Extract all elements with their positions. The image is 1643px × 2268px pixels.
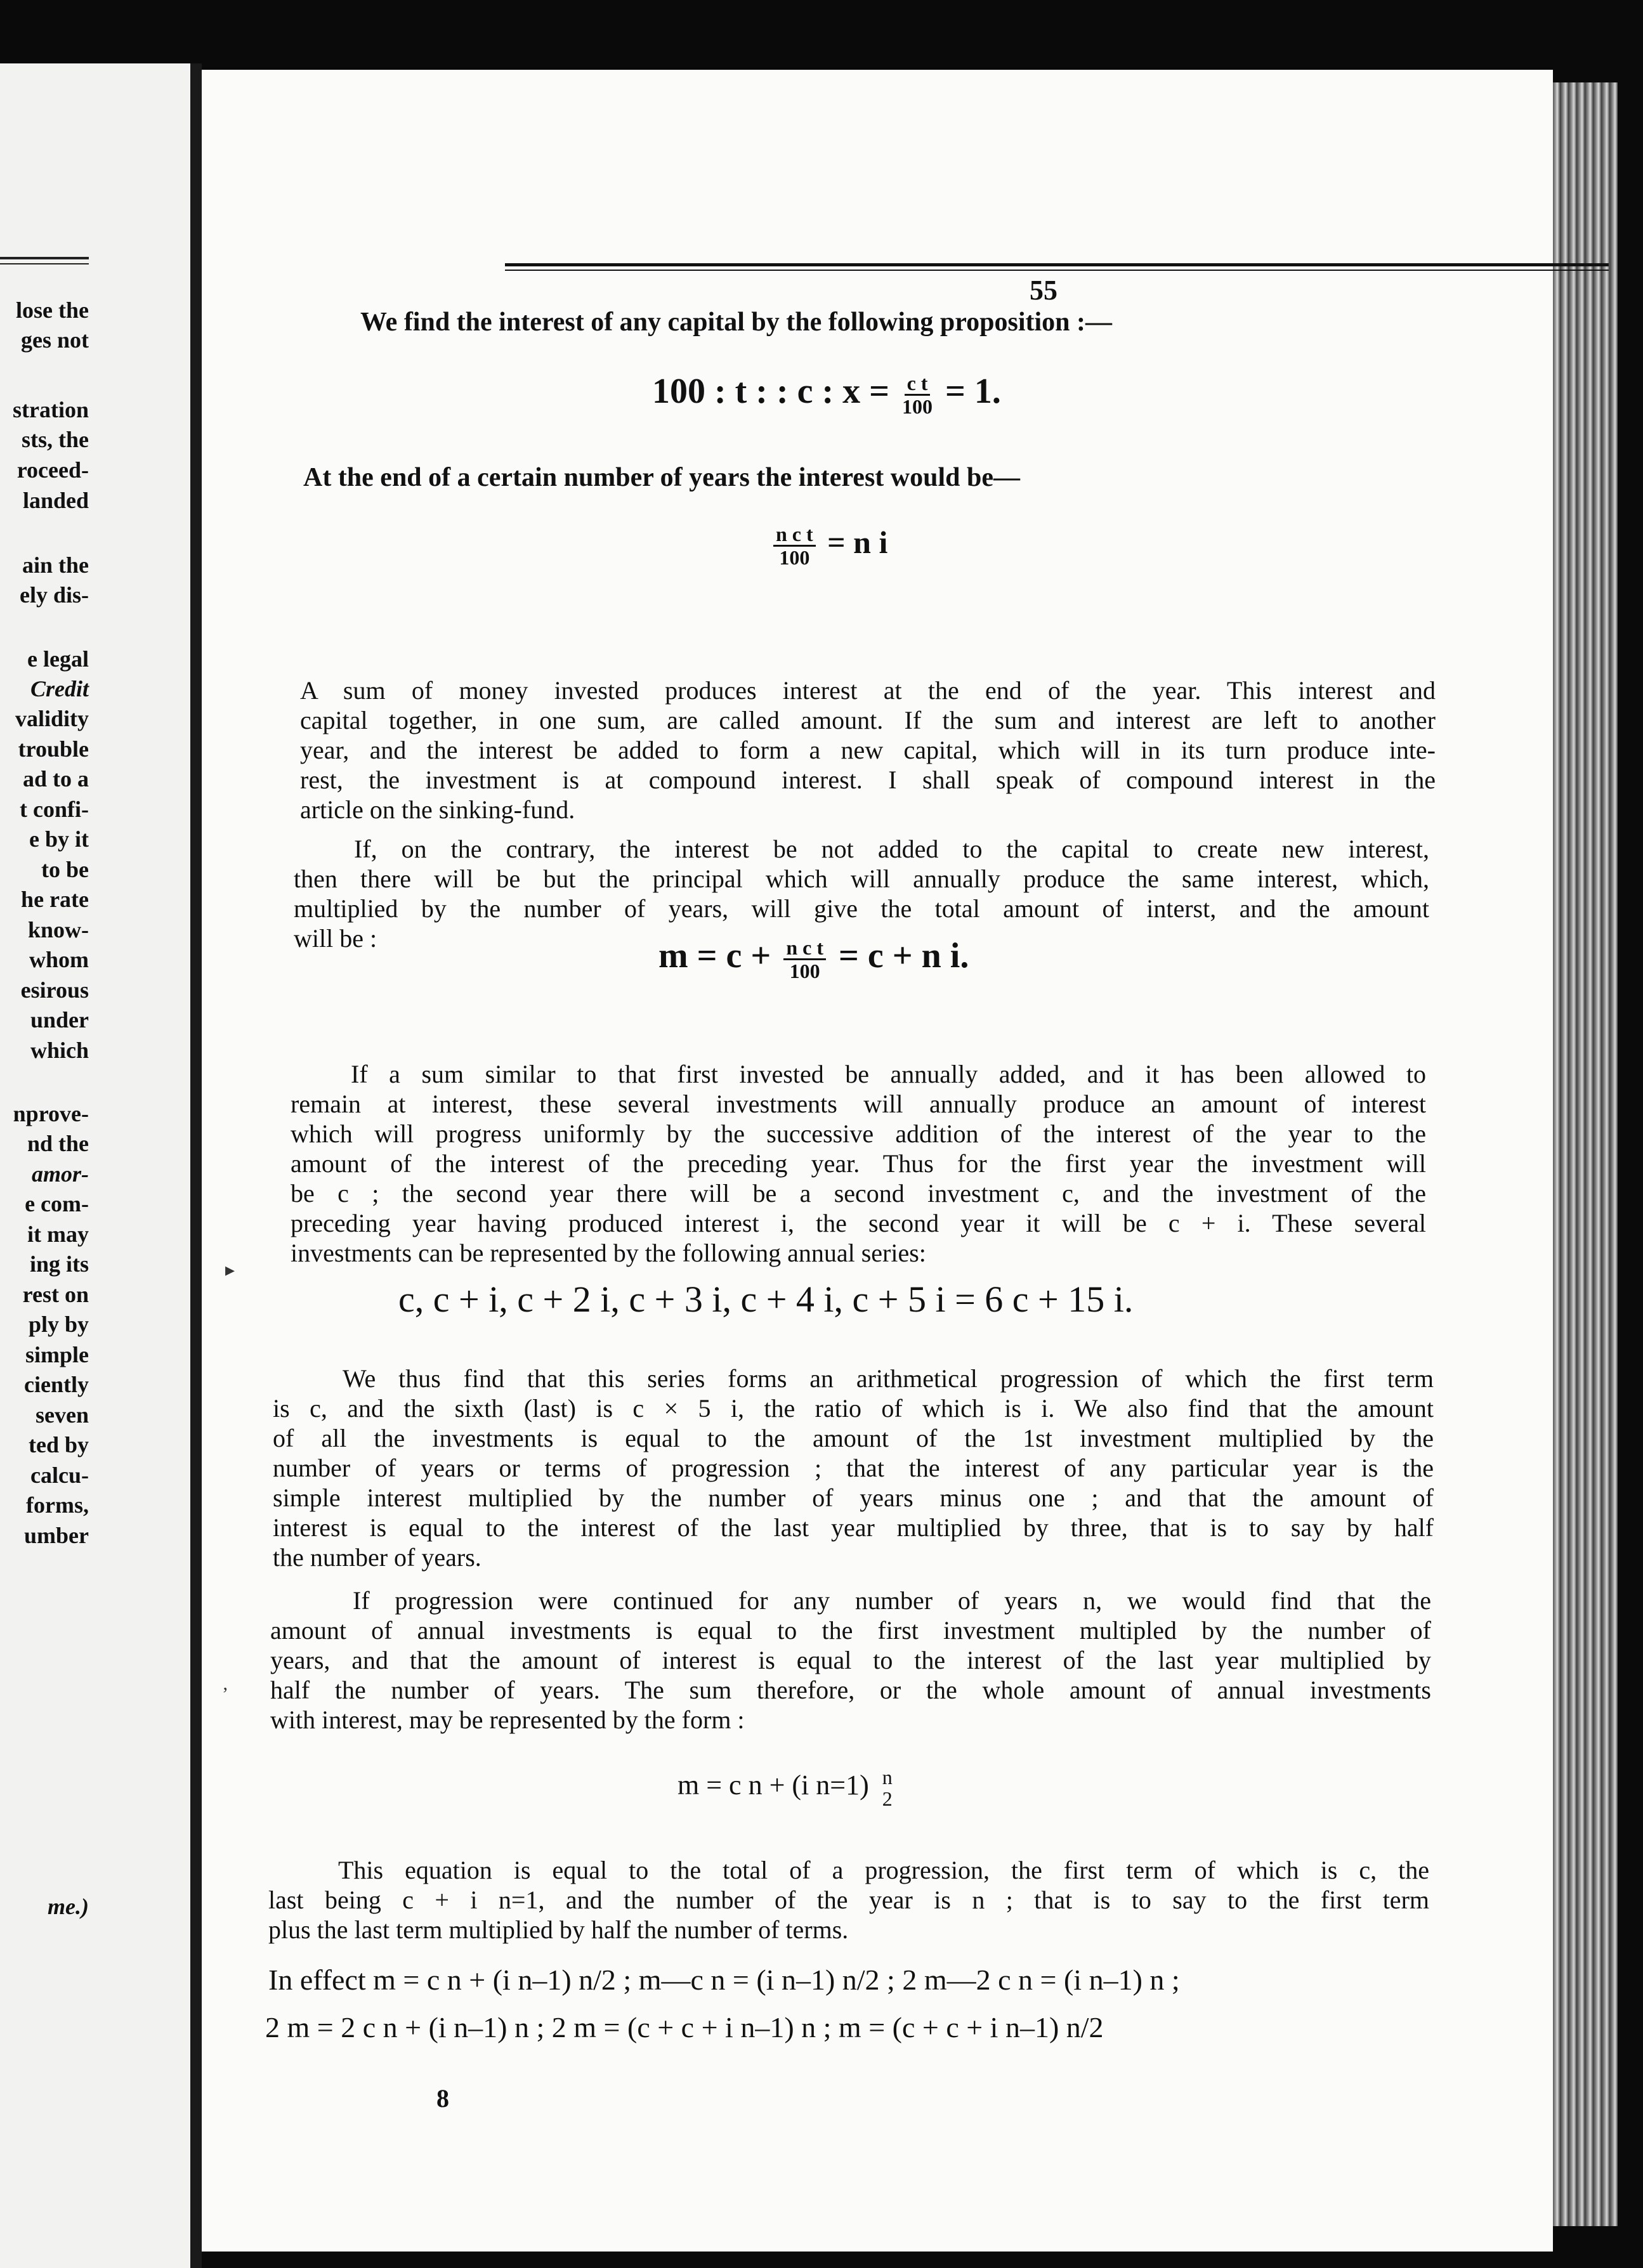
left-page-line: ely dis- [19,582,89,608]
paragraph-line: year, and the interest be added to form a new capital, which will in its turn produce inte- [300,736,1436,764]
book-page [202,70,1553,2252]
left-page-rule [0,257,89,259]
left-page-line: nd the [27,1131,89,1156]
effect-equations-line-2: 2 m = 2 c n + (i n–1) n ; 2 m = (c + c + i n–1) n ; m = (c + c + i n–1) n/2 [265,2011,1104,2043]
paragraph-line: If progression were continued for any number of years n, we would find that the [353,1586,1431,1615]
fraction [773,523,816,568]
paragraph-line: interest is equal to the interest of the last year multiplied by three, that is to say by half [273,1513,1434,1542]
end-of-years-line: At the end of a certain number of years the interest would be— [303,463,1021,492]
left-page-line: stration [13,397,89,422]
left-page-line: know- [27,917,89,942]
equation-rhs: = n i [827,524,888,560]
header-rule [505,270,1609,271]
paragraph-line: be c ; the second year there will be a second investment c, and the investment of the [291,1179,1426,1208]
left-page-line: trouble [18,736,89,762]
left-page-line: esirous [20,977,89,1003]
equation-interest-years [769,523,887,568]
fraction-denominator: 100 [779,546,810,569]
left-page-line: which [30,1038,89,1063]
margin-mark: ▸ [225,1260,235,1281]
fraction [783,937,826,982]
left-page-line: whom [29,947,89,972]
fraction-numerator: c t [905,372,931,396]
paragraph-line: investments can be represented by the following annual series: [291,1239,926,1267]
left-page-line: rest on [22,1282,89,1307]
left-page-line: calcu- [30,1463,89,1488]
left-page-line: seven [36,1402,89,1428]
left-page-fragment [0,63,190,2268]
left-page-line: validity [15,706,89,731]
left-page-line: landed [22,488,89,513]
page-number: 55 [1030,275,1057,306]
left-page-line: e legal [27,646,89,672]
equation-lhs: 100 : t : : c : x = [652,372,890,411]
fraction [880,1766,895,1809]
paragraph-line: the number of years. [273,1543,481,1572]
left-page-line: umber [24,1523,89,1548]
fraction-numerator: n c t [773,523,816,547]
effect-equations-line-1: In effect m = c n + (i n–1) n/2 ; m—c n = (i n–1) n/2 ; 2 m—2 c n = (i n–1) n ; [268,1964,1180,1996]
left-page-line: sts, the [22,427,89,452]
paragraph-line: will be : [294,924,377,953]
paragraph-line: If, on the contrary, the interest be not added to the capital to create new interest, [354,835,1429,863]
left-page-line: amor- [32,1161,89,1187]
paragraph-line: half the number of years. The sum therefore, or the whole amount of annual investments [270,1676,1431,1704]
left-page-line: Credit [30,676,89,701]
paragraph-line: amount of the interest of the preceding year. Thus for the first year the investment will [291,1149,1426,1178]
paragraph-line: If a sum similar to that first invested be annually added, and it has been allowed to [351,1060,1426,1088]
paragraph-line: is c, and the sixth (last) is c × 5 i, the ratio of which is i. We also find that the amount [273,1394,1434,1423]
equation-progression-sum [677,1766,899,1809]
paragraph-line: preceding year having produced interest i, the second year it will be c + i. These several [291,1209,1426,1237]
header-rule [505,263,1609,266]
fraction-numerator: n [882,1766,893,1789]
fraction-denominator: 100 [789,959,820,982]
paragraph-line: number of years or terms of progression ; that the interest of any particular year is the [273,1454,1434,1482]
left-page-line: to be [41,857,89,882]
left-page-line: he rate [21,887,89,912]
left-page-line: ing its [29,1251,89,1277]
left-page-line: e by it [29,826,89,852]
equation-amount [658,935,969,982]
left-page-line: simple [25,1342,89,1367]
left-page-line: t confi- [20,797,89,822]
equation-rhs: = 1. [945,372,1001,411]
equation-lhs: m = c n + (i n=1) [677,1769,869,1801]
paragraph-line: of all the investments is equal to the amount of the 1st investment multiplied by the [273,1424,1434,1452]
fraction-denominator: 2 [882,1787,893,1810]
paragraph-line: simple interest multiplied by the number of years minus one ; and that the amount of [273,1483,1434,1512]
paragraph-line: then there will be but the principal which will annually produce the same interest, which, [294,864,1429,893]
equation-series: c, c + i, c + 2 i, c + 3 i, c + 4 i, c + 5 i = 6 c + 15 i. [398,1279,1134,1320]
left-page-line: me.) [48,1894,89,1919]
paragraph-line: article on the sinking-fund. [300,795,575,824]
left-page-line: ciently [24,1372,89,1397]
left-page-line: nprove- [13,1101,89,1126]
left-page-line: ad to a [22,766,89,792]
paragraph-line: This equation is equal to the total of a progression, the first term of which is c, the [338,1856,1429,1884]
paragraph-line: We thus find that this series forms an arithmetical progression of which the first term [343,1364,1434,1393]
paragraph-line: years, and that the amount of interest is equal to the interest of the last year multiplied by [270,1646,1431,1674]
equation-rhs: = c + n i. [838,936,969,975]
left-page-line: ain the [22,552,89,578]
paragraph-line: with interest, may be represented by the form : [270,1705,745,1734]
left-page-rule [0,263,89,264]
intro-line: We find the interest of any capital by the following proposition :— [360,308,1113,337]
paragraph-line: last being c + i n=1, and the number of the year is n ; that is to say to the first term [268,1886,1429,1914]
paragraph-line: capital together, in one sum, are called amount. If the sum and interest are left to another [300,706,1436,734]
paragraph-line: amount of annual investments is equal to the first investment multipled by the number of [270,1616,1431,1645]
left-page-line: forms, [26,1492,89,1518]
margin-mark: ʼ [222,1684,228,1705]
signature-number: 8 [436,2084,449,2113]
paragraph-line: which will progress uniformly by the successive addition of the interest of the year to the [291,1119,1426,1148]
equation-lhs: m = c + [658,936,771,975]
paragraph-line: multiplied by the number of years, will give the total amount of interst, and the amount [294,894,1429,923]
paragraph-line: rest, the investment is at compound interest. I shall speak of compound interest in the [300,766,1436,794]
book-binding [190,63,202,2268]
left-page-line: e com- [25,1191,89,1216]
fraction-denominator: 100 [902,394,933,418]
left-page-line: lose the [16,297,89,323]
fraction [902,372,933,417]
paragraph-line: remain at interest, these several investments will annually produce an amount of interest [291,1090,1426,1118]
fraction-numerator: n c t [783,937,826,960]
paragraph-line: A sum of money invested produces interest at the end of the year. This interest and [300,676,1436,705]
left-page-line: ply by [28,1312,89,1337]
left-page-line: ges not [21,327,89,353]
paragraph-line: plus the last term multiplied by half the number of terms. [268,1915,849,1944]
left-page-line: it may [27,1222,89,1247]
left-page-line: roceed- [16,457,89,483]
equation-proportion [652,371,1001,417]
left-page-line: under [30,1007,89,1033]
left-page-line: ted by [28,1432,89,1457]
